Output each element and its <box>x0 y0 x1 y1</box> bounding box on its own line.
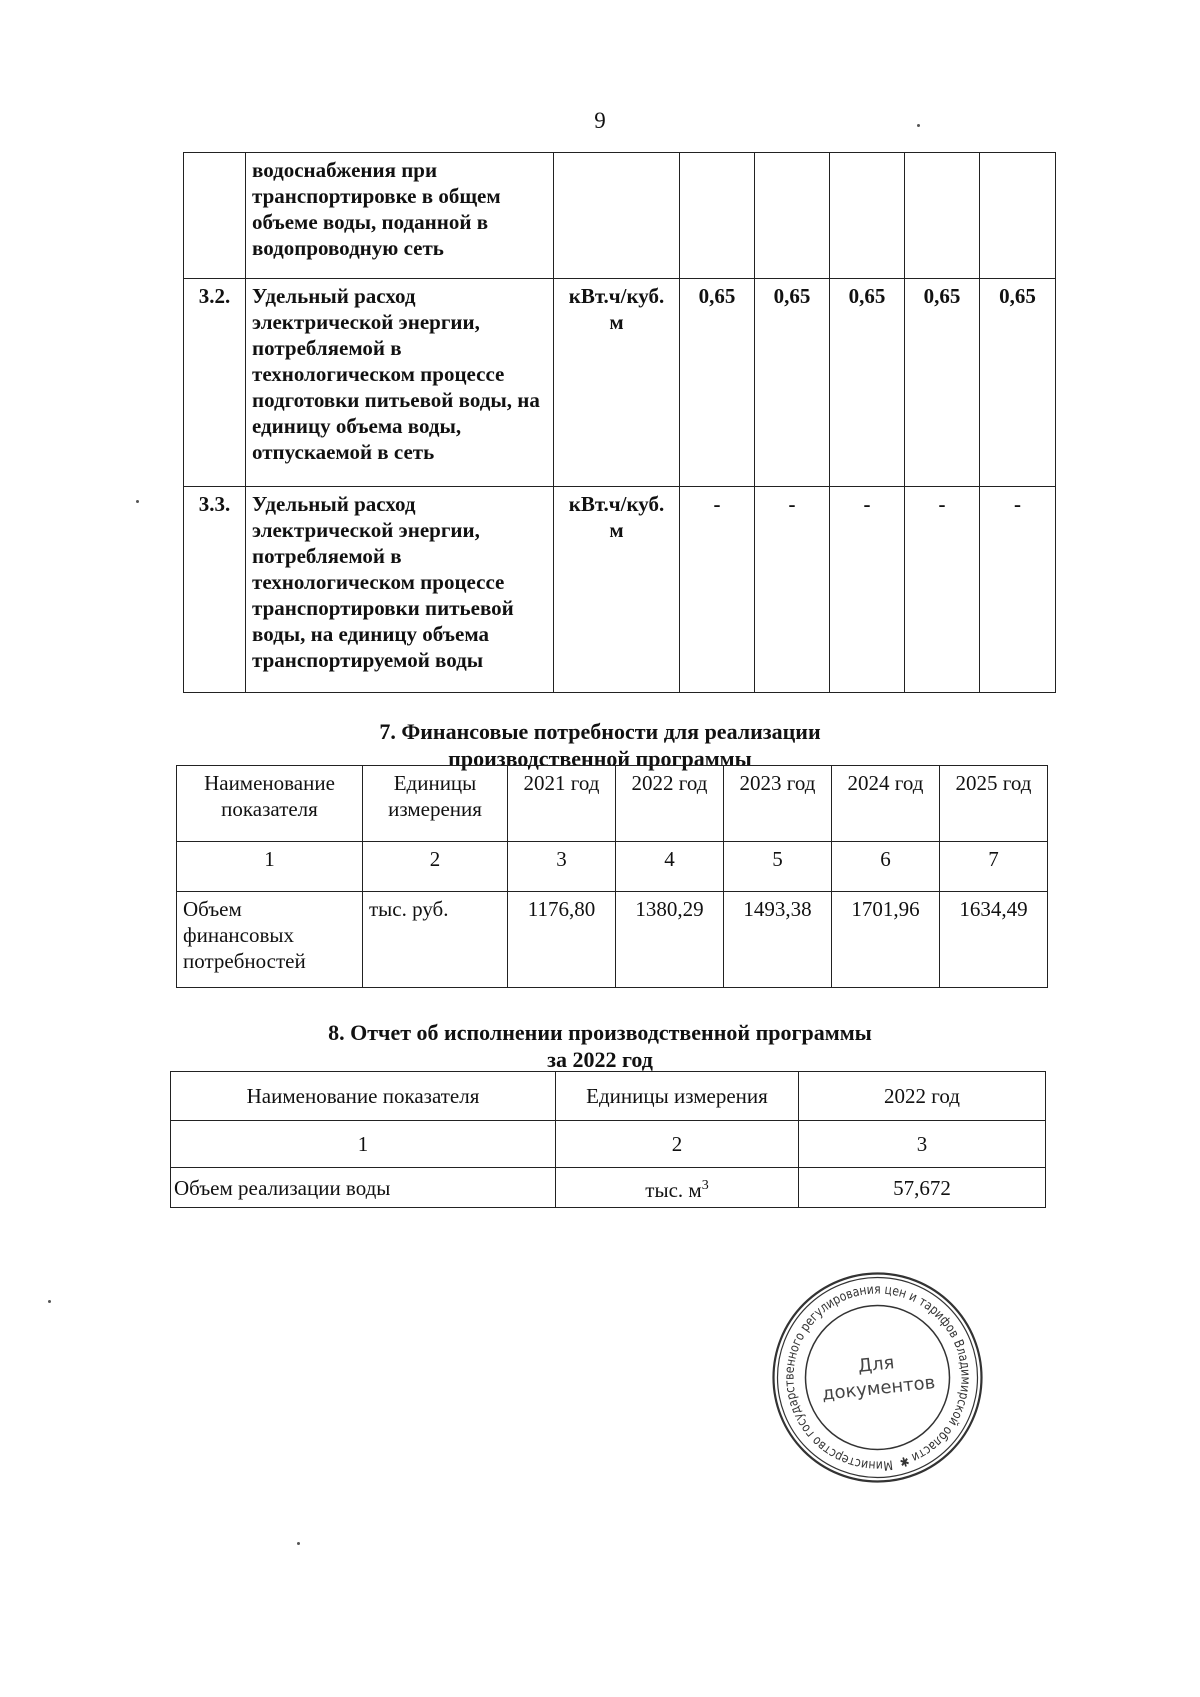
indicator-name: Удельный расход электрической энергии, потребляемой в технологическом процессе подготовки питьевой воды, на единицу объема воды, отпускаемой в сеть <box>246 279 554 487</box>
value-cell: 0,65 <box>830 279 905 487</box>
column-header: Единицы измерения <box>363 766 508 842</box>
value-cell: 0,65 <box>980 279 1056 487</box>
column-header: 2021 год <box>508 766 616 842</box>
value-cell: - <box>905 487 980 693</box>
section-8-heading <box>0 1019 1200 1073</box>
column-index: 3 <box>508 842 616 892</box>
row-number: 3.3. <box>184 487 246 693</box>
indicator-name: водоснабжения при транспортировке в общем объеме воды, поданной в водопроводную сеть <box>246 153 554 279</box>
table-header-row <box>177 766 1048 842</box>
value-cell: 0,65 <box>755 279 830 487</box>
column-index: 4 <box>616 842 724 892</box>
column-header: Единицы измерения <box>556 1072 799 1121</box>
column-index: 6 <box>832 842 940 892</box>
indicator-unit: тыс. руб. <box>363 892 508 988</box>
column-header: 2022 год <box>616 766 724 842</box>
indicator-unit <box>554 153 680 279</box>
indicator-name: Удельный расход электрической энергии, потребляемой в технологическом процессе транспортировки питьевой воды, на единицу объема транспортируемой воды <box>246 487 554 693</box>
value-cell: 1380,29 <box>616 892 724 988</box>
value-cell <box>680 153 755 279</box>
column-index: 2 <box>363 842 508 892</box>
page-number: 9 <box>594 108 606 133</box>
column-header: 2022 год <box>799 1072 1046 1121</box>
scan-speck <box>48 1300 51 1303</box>
table-header-row <box>171 1072 1046 1121</box>
official-stamp <box>770 1270 985 1485</box>
column-index-row <box>171 1121 1046 1168</box>
section-8-title-line-1: 8. Отчет об исполнении производственной программы <box>328 1020 872 1045</box>
table-row <box>184 153 1056 279</box>
indicator-name: Объем финансовых потребностей <box>177 892 363 988</box>
unit-text: тыс. м <box>645 1177 702 1202</box>
value-cell: 0,65 <box>680 279 755 487</box>
value-cell: 57,672 <box>799 1168 1046 1208</box>
value-cell: - <box>755 487 830 693</box>
indicator-unit: кВт.ч/куб. м <box>554 487 680 693</box>
scan-speck <box>917 124 920 127</box>
column-header: 2024 год <box>832 766 940 842</box>
value-cell: 1701,96 <box>832 892 940 988</box>
stamp-ring-text: Министерство государственного регулирования цен и тарифов Владимирской области ✱ <box>782 1282 973 1473</box>
value-cell: 1176,80 <box>508 892 616 988</box>
column-index: 3 <box>799 1121 1046 1168</box>
value-cell: - <box>680 487 755 693</box>
value-cell: - <box>830 487 905 693</box>
column-header: Наименование показателя <box>171 1072 556 1121</box>
column-index: 1 <box>171 1121 556 1168</box>
indicator-unit <box>556 1168 799 1208</box>
value-cell: 0,65 <box>905 279 980 487</box>
scan-speck <box>136 500 139 503</box>
column-index: 5 <box>724 842 832 892</box>
value-cell: 1634,49 <box>940 892 1048 988</box>
indicators-table-continuation <box>183 152 1056 693</box>
column-index: 2 <box>556 1121 799 1168</box>
table-row <box>184 487 1056 693</box>
value-cell <box>980 153 1056 279</box>
scan-speck <box>297 1542 300 1545</box>
table-row <box>184 279 1056 487</box>
value-cell: - <box>980 487 1056 693</box>
section-8-title-line-2: за 2022 год <box>547 1047 653 1072</box>
value-cell <box>755 153 830 279</box>
row-number: 3.2. <box>184 279 246 487</box>
section-7-title-line-2: производственной программы <box>448 746 752 771</box>
section-7-title-line-1: 7. Финансовые потребности для реализации <box>379 719 821 744</box>
column-header: 2025 год <box>940 766 1048 842</box>
column-index: 1 <box>177 842 363 892</box>
row-number <box>184 153 246 279</box>
program-report-table <box>170 1071 1046 1208</box>
column-index: 7 <box>940 842 1048 892</box>
indicator-name: Объем реализации воды <box>171 1168 556 1208</box>
financial-needs-table <box>176 765 1048 988</box>
value-cell <box>830 153 905 279</box>
stamp-center-line-1: Для <box>856 1352 896 1377</box>
table-row <box>171 1168 1046 1208</box>
value-cell: 1493,38 <box>724 892 832 988</box>
section-7-heading <box>0 718 1200 772</box>
stamp-center-line-2: документов <box>821 1372 937 1405</box>
column-header: Наименование показателя <box>177 766 363 842</box>
table-row <box>177 892 1048 988</box>
value-cell <box>905 153 980 279</box>
column-header: 2023 год <box>724 766 832 842</box>
indicator-unit: кВт.ч/куб. м <box>554 279 680 487</box>
column-index-row <box>177 842 1048 892</box>
unit-superscript: 3 <box>701 1177 709 1193</box>
